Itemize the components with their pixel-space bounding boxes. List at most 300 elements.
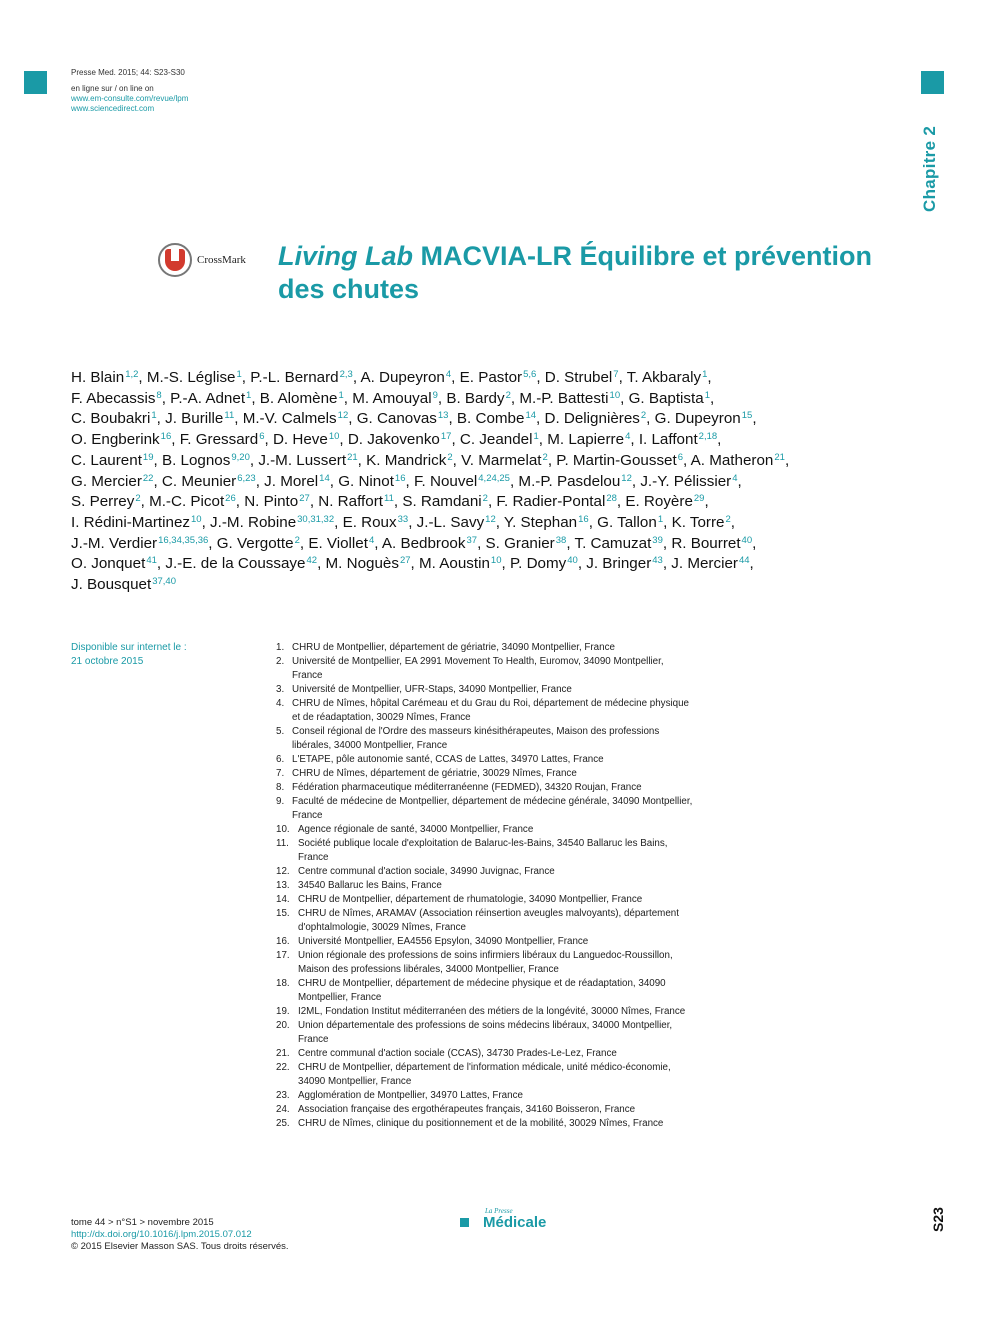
author bbox=[273, 431, 339, 448]
author bbox=[574, 535, 662, 552]
author-name: F. Radier-Pontal bbox=[496, 493, 606, 511]
author bbox=[149, 493, 236, 510]
author bbox=[71, 514, 202, 531]
author-name: B. Bardy bbox=[446, 389, 505, 407]
author-name: T. Camuzat bbox=[574, 534, 652, 552]
author bbox=[446, 390, 511, 407]
author-affiliation: 16 bbox=[394, 472, 406, 484]
author-name: R. Bourret bbox=[671, 534, 741, 552]
author-name: M. Aoustin bbox=[419, 555, 490, 573]
author bbox=[162, 452, 250, 469]
author-name: P. Domy bbox=[509, 555, 567, 573]
author bbox=[496, 493, 616, 510]
author bbox=[402, 493, 488, 510]
author bbox=[162, 473, 256, 490]
author-name: F. Gressard bbox=[179, 431, 259, 449]
author-name: D. Delignières bbox=[544, 410, 640, 428]
author-affiliation: 15 bbox=[741, 410, 753, 422]
author bbox=[71, 473, 153, 490]
author-affiliation: 9 bbox=[432, 389, 438, 401]
author bbox=[414, 473, 510, 490]
affiliation-item bbox=[276, 641, 696, 655]
affiliation-item bbox=[276, 1047, 696, 1061]
author-line: I. Rédini-Martinez$^{10}$, J.-M. Robine$^{30,31,32}$, E. Roux$^{33}$, J.-L. Savy$^{12}$, Y. Stephan$^{16}$, G. Tallon$^1$, K. Torre$^2$, bbox=[71, 513, 736, 531]
author bbox=[318, 493, 394, 510]
author bbox=[250, 369, 353, 386]
author-affiliation: 22 bbox=[142, 472, 154, 484]
affiliation-text: Agence régionale de santé, 34000 Montpellier, France bbox=[298, 824, 534, 835]
author bbox=[556, 452, 683, 469]
affiliation-item bbox=[276, 935, 696, 949]
page-number: S23 bbox=[930, 1207, 946, 1232]
author bbox=[597, 514, 663, 531]
author-name: A. Bedbrook bbox=[381, 534, 466, 552]
author bbox=[71, 431, 171, 448]
issue-info: tome 44 > n°S1 > novembre 2015 bbox=[71, 1217, 214, 1228]
chapter-label: Chapitre 2 bbox=[920, 125, 939, 212]
author-name: H. Blain bbox=[71, 369, 125, 386]
author-affiliation: 13 bbox=[437, 410, 449, 422]
link-em-consulte[interactable]: www.em-consulte.com/revue/lpm bbox=[71, 94, 189, 103]
affiliation-number: 8. bbox=[276, 782, 285, 793]
author-name: N. Pinto bbox=[244, 493, 299, 511]
affiliation-text: CHRU de Nîmes, ARAMAV (Association réinsertion aveugles malvoyants), département d'ophtalmologie, 30029 Nîmes, France bbox=[298, 908, 679, 933]
brand-big: Médicale bbox=[483, 1214, 547, 1231]
author-name: C. Meunier bbox=[161, 472, 237, 490]
crossmark-icon bbox=[158, 243, 192, 277]
affiliation-text: CHRU de Nîmes, clinique du positionnement et de la mobilité, 30029 Nîmes, France bbox=[298, 1118, 664, 1129]
author-affiliation: 4,24,25 bbox=[478, 472, 510, 484]
author-line bbox=[71, 575, 871, 596]
author bbox=[244, 493, 310, 510]
affiliation-text: Agglomération de Montpellier, 34970 Lattes, France bbox=[298, 1090, 523, 1101]
author-affiliation: 1 bbox=[246, 389, 252, 401]
affiliation-number: 25. bbox=[276, 1118, 290, 1129]
author-affiliation: 6 bbox=[677, 451, 684, 463]
affiliation-text: 34540 Ballaruc les Bains, France bbox=[298, 880, 442, 891]
author-line: C. Laurent$^{19}$, B. Lognos$^{9,20}$, J.-M. Lussert$^{21}$, K. Mandrick$^2$, V. Marmelat$^2$, P. Martin-Gousset$^6$, A. Matheron$^{21}$, bbox=[71, 451, 790, 469]
footer bbox=[71, 1217, 289, 1253]
author-line: J.-M. Verdier$^{16,34,35,36}$, G. Vergotte$^2$, E. Viollet$^4$, A. Bedbrook$^{37}$, S. Granier$^{38}$, T. Camuzat$^{39}$, R. Bourret$^{40}$, bbox=[71, 534, 757, 552]
doi-link[interactable]: http://dx.doi.org/10.1016/j.lpm.2015.07.012 bbox=[71, 1229, 252, 1240]
author-affiliation: 10 bbox=[490, 555, 502, 567]
author bbox=[627, 369, 708, 386]
title-rest: MACVIA-LR Équilibre et prévention bbox=[413, 241, 873, 271]
author-affiliation: 1 bbox=[533, 431, 539, 443]
author-name: B. Combe bbox=[456, 410, 525, 428]
author bbox=[460, 431, 539, 448]
affiliation-item bbox=[276, 1117, 696, 1131]
affiliation-text: Université de Montpellier, UFR-Staps, 34090 Montpellier, France bbox=[292, 684, 572, 695]
author bbox=[672, 514, 731, 531]
author-line: C. Boubakri$^1$, J. Burille$^{11}$, M.-V. Calmels$^{12}$, G. Canovas$^{13}$, B. Combe$^{14}$, D. Delignières$^2$, G. Dupeyron$^{15}$, bbox=[71, 410, 757, 428]
author-affiliation: 2,3 bbox=[339, 369, 353, 380]
author-affiliation: 29 bbox=[693, 493, 705, 505]
author-affiliation: 38 bbox=[555, 534, 567, 546]
affiliation-item bbox=[276, 767, 696, 781]
affiliation-item bbox=[276, 795, 696, 823]
author-name: B. Lognos bbox=[161, 451, 231, 469]
affiliation-item bbox=[276, 781, 696, 795]
author bbox=[460, 369, 537, 386]
affiliation-number: 1. bbox=[276, 642, 285, 653]
affiliation-item bbox=[276, 823, 696, 837]
author-affiliation: 1,2 bbox=[125, 369, 139, 380]
author bbox=[547, 431, 630, 448]
author-affiliation: 27 bbox=[299, 493, 310, 505]
author bbox=[217, 535, 300, 552]
availability bbox=[71, 641, 187, 669]
title-line2: des chutes bbox=[278, 274, 420, 304]
article-title bbox=[278, 240, 878, 306]
author bbox=[210, 514, 334, 531]
author-affiliation: 26 bbox=[225, 493, 236, 505]
affiliation-list bbox=[276, 641, 696, 1131]
author-name: S. Perrey bbox=[71, 493, 135, 511]
affiliation-number: 17. bbox=[276, 950, 290, 961]
author bbox=[382, 535, 477, 552]
affiliation-item bbox=[276, 697, 696, 725]
author-affiliation: 12 bbox=[485, 513, 496, 525]
author-affiliation: 16,34,35,36 bbox=[158, 534, 209, 546]
author-name: D. Jakovenko bbox=[347, 431, 440, 449]
author bbox=[544, 410, 646, 427]
affiliation-number: 20. bbox=[276, 1020, 290, 1031]
author-affiliation: 11 bbox=[224, 410, 235, 422]
author-affiliation: 6 bbox=[259, 431, 265, 443]
affiliation-number: 15. bbox=[276, 908, 290, 919]
author-affiliation: 14 bbox=[319, 472, 330, 484]
link-sciencedirect[interactable]: www.sciencedirect.com bbox=[71, 104, 155, 113]
affiliation-item bbox=[276, 683, 696, 697]
author-name: M. Amouyal bbox=[352, 389, 432, 407]
affiliation-number: 18. bbox=[276, 978, 290, 989]
author-name: G. Ninot bbox=[338, 472, 394, 490]
author-affiliation: 4 bbox=[732, 472, 738, 484]
author-affiliation: 1 bbox=[151, 410, 157, 422]
author-name: E. Viollet bbox=[308, 534, 368, 552]
affiliation-number: 21. bbox=[276, 1048, 290, 1059]
author-name: K. Torre bbox=[671, 513, 725, 531]
author-affiliation: 40 bbox=[741, 534, 753, 546]
author-affiliation: 10 bbox=[609, 389, 621, 401]
author-line: S. Perrey$^2$, M.-C. Picot$^{26}$, N. Pinto$^{27}$, N. Raffort$^{11}$, S. Ramdani$^2$, F. Radier-Pontal$^{28}$, E. Royère$^{29}$, bbox=[71, 493, 709, 511]
affiliation-item bbox=[276, 1005, 696, 1019]
affiliation-number: 5. bbox=[276, 726, 285, 737]
author-affiliation: 2 bbox=[482, 493, 488, 505]
affiliation-number: 2. bbox=[276, 656, 285, 667]
author-name: M.-P. Pasdelou bbox=[518, 472, 621, 490]
author-line: G. Mercier$^{22}$, C. Meunier$^{6,23}$, J. Morel$^{14}$, G. Ninot$^{16}$, F. Nouvel$^{4,24,25}$, M.-P. Pasdelou$^{12}$, J.-Y. Pélissier$^4$, bbox=[71, 472, 742, 490]
affiliation-number: 16. bbox=[276, 936, 290, 947]
affiliation-text: Union départementale des professions de soins médecins libéraux, 34000 Montpellier, France bbox=[298, 1020, 673, 1045]
author-affiliation: 12 bbox=[337, 410, 349, 422]
author-name: J.-M. Verdier bbox=[71, 534, 158, 552]
author bbox=[71, 369, 138, 386]
affiliation-text: Union régionale des professions de soins infirmiers libéraux du Languedoc-Roussillon, Maison des professions libérales, 34000 Montpellier, France bbox=[298, 950, 673, 975]
affiliation-number: 9. bbox=[276, 796, 285, 807]
affiliation-number: 6. bbox=[276, 754, 285, 765]
affiliation-number: 7. bbox=[276, 768, 285, 779]
affiliation-text: Conseil régional de l'Ordre des masseurs kinésithérapeutes, Maison des professions libérales, 34000 Montpellier, France bbox=[292, 726, 660, 751]
corner-square-left bbox=[24, 71, 47, 94]
author bbox=[629, 390, 710, 407]
copyright: © 2015 Elsevier Masson SAS. Tous droits réservés. bbox=[71, 1241, 289, 1252]
author bbox=[71, 576, 176, 593]
author-name: E. Pastor bbox=[459, 369, 523, 386]
affiliation-number: 19. bbox=[276, 1006, 290, 1017]
author-affiliation: 10 bbox=[328, 431, 340, 443]
affiliation-number: 3. bbox=[276, 684, 285, 695]
author-name: J. Bringer bbox=[586, 555, 652, 573]
author-affiliation: 19 bbox=[142, 451, 154, 463]
author bbox=[545, 369, 619, 386]
author bbox=[357, 410, 449, 427]
author-affiliation: 1 bbox=[338, 389, 344, 401]
author bbox=[510, 555, 578, 572]
author-name: J.-M. Lussert bbox=[258, 451, 347, 469]
author bbox=[71, 555, 157, 572]
author-name: V. Marmelat bbox=[461, 451, 542, 469]
journal-brand-logo bbox=[460, 1208, 546, 1230]
author bbox=[360, 369, 451, 386]
author-name: D. Strubel bbox=[544, 369, 613, 386]
author-name: G. Tallon bbox=[597, 513, 657, 531]
crossmark-badge[interactable] bbox=[158, 243, 246, 277]
author-affiliation: 40 bbox=[567, 555, 578, 567]
author-name: J.-L. Savy bbox=[416, 513, 485, 531]
author bbox=[71, 535, 208, 552]
author-name: C. Laurent bbox=[71, 451, 142, 469]
author-affiliation: 4 bbox=[625, 431, 631, 443]
author-affiliation: 33 bbox=[397, 513, 409, 525]
availability-date: 21 octobre 2015 bbox=[71, 656, 144, 667]
author-affiliation: 2 bbox=[294, 534, 300, 546]
author-affiliation: 44 bbox=[738, 555, 750, 567]
affiliation-item bbox=[276, 865, 696, 879]
affiliation-text: CHRU de Montpellier, département de rhumatologie, 34090 Montpellier, France bbox=[298, 894, 643, 905]
affiliation-number: 14. bbox=[276, 894, 290, 905]
author-affiliation: 1 bbox=[702, 369, 708, 380]
author-affiliation: 2 bbox=[542, 451, 548, 463]
author-affiliation: 1 bbox=[236, 369, 242, 380]
author-name: O. Engberink bbox=[71, 431, 160, 449]
author-name: G. Canovas bbox=[356, 410, 437, 428]
author bbox=[165, 410, 234, 427]
affiliation-number: 13. bbox=[276, 880, 290, 891]
author-line: O. Jonquet$^{41}$, J.-E. de la Coussaye$^{42}$, M. Noguès$^{27}$, M. Aoustin$^{10}$, P. Domy$^{40}$, J. Bringer$^{43}$, J. Mercier$^{44}$, bbox=[71, 555, 754, 573]
author-affiliation: 17 bbox=[440, 431, 452, 443]
author-name: K. Mandrick bbox=[366, 451, 447, 469]
author-name: Y. Stephan bbox=[503, 513, 578, 531]
author-affiliation: 7 bbox=[613, 369, 619, 380]
affiliation-text: Société publique locale d'exploitation de Balaruc-les-Bains, 34540 Ballaruc les Bains, France bbox=[298, 838, 668, 863]
author-name: I. Rédini-Martinez bbox=[71, 513, 191, 531]
author-name: P. Martin-Gousset bbox=[556, 451, 677, 469]
author-affiliation: 14 bbox=[525, 410, 537, 422]
author-affiliation: 27 bbox=[399, 555, 411, 567]
author-name: D. Heve bbox=[272, 431, 328, 449]
author-name: M. Noguès bbox=[325, 555, 399, 573]
affiliation-item bbox=[276, 1019, 696, 1047]
author bbox=[338, 473, 405, 490]
author-name: J. Morel bbox=[264, 472, 319, 490]
affiliation-item bbox=[276, 949, 696, 977]
author-name: A. Dupeyron bbox=[360, 369, 445, 386]
author bbox=[691, 452, 785, 469]
affiliation-item bbox=[276, 879, 696, 893]
author-affiliation: 2 bbox=[640, 410, 647, 422]
author-name: I. Laffont bbox=[638, 431, 698, 449]
affiliation-number: 10. bbox=[276, 824, 290, 835]
affiliation-item bbox=[276, 655, 696, 683]
author-name: B. Alomène bbox=[259, 389, 338, 407]
author bbox=[264, 473, 330, 490]
author-affiliation: 30,31,32 bbox=[297, 513, 335, 525]
author-name: F. Nouvel bbox=[413, 472, 478, 490]
author bbox=[326, 555, 411, 572]
author-affiliation: 2 bbox=[725, 513, 731, 525]
affiliation-item bbox=[276, 837, 696, 865]
author-affiliation: 2 bbox=[135, 493, 141, 505]
author bbox=[71, 390, 162, 407]
author-name: S. Ramdani bbox=[402, 493, 482, 511]
affiliation-text: CHRU de Nîmes, département de gériatrie, 30029 Nîmes, France bbox=[292, 768, 577, 779]
author bbox=[417, 514, 496, 531]
author-affiliation: 16 bbox=[578, 513, 589, 525]
author bbox=[165, 555, 317, 572]
affiliation-text: I2ML, Fondation Institut méditerranéen des métiers de la longévité, 30000 Nîmes, France bbox=[298, 1006, 686, 1017]
author-affiliation: 4 bbox=[445, 369, 452, 380]
author bbox=[71, 493, 141, 510]
author-affiliation: 10 bbox=[191, 513, 202, 525]
author bbox=[180, 431, 265, 448]
author-affiliation: 4 bbox=[368, 534, 375, 546]
affiliation-text: CHRU de Nîmes, hôpital Carémeau et du Grau du Roi, département de médecine physique et de réadaptation, 30029 Nîmes, France bbox=[292, 698, 689, 723]
author-name: C. Boubakri bbox=[71, 410, 151, 428]
author bbox=[640, 473, 737, 490]
affiliation-text: Université de Montpellier, EA 2991 Movement To Health, Euromov, 34090 Montpellier, France bbox=[292, 656, 664, 681]
affiliation-number: 24. bbox=[276, 1104, 290, 1115]
author bbox=[343, 514, 409, 531]
availability-label: Disponible sur internet le : bbox=[71, 642, 187, 653]
author-name: S. Granier bbox=[485, 534, 555, 552]
author bbox=[243, 410, 349, 427]
author bbox=[639, 431, 717, 448]
author bbox=[518, 473, 631, 490]
journal-ref: Presse Med. 2015; 44: S23-S30 bbox=[71, 68, 185, 77]
corner-square-right bbox=[921, 71, 944, 94]
author bbox=[419, 555, 502, 572]
author-name: M. Lapierre bbox=[547, 431, 625, 449]
author bbox=[519, 390, 620, 407]
author-name: A. Matheron bbox=[690, 451, 774, 469]
author bbox=[71, 410, 157, 427]
affiliation-text: Centre communal d'action sociale, 34990 Juvignac, France bbox=[298, 866, 555, 877]
affiliation-text: CHRU de Montpellier, département de gériatrie, 34090 Montpellier, France bbox=[292, 642, 615, 653]
author bbox=[71, 452, 154, 469]
affiliation-item bbox=[276, 725, 696, 753]
author-name: G. Baptista bbox=[628, 389, 704, 407]
author-name: M.-C. Picot bbox=[149, 493, 225, 511]
affiliation-text: Faculté de médecine de Montpellier, département de médecine générale, 34090 Montpellier, France bbox=[292, 796, 693, 821]
author-name: J.-Y. Pélissier bbox=[640, 472, 732, 490]
author-affiliation: 37,40 bbox=[152, 576, 176, 588]
author bbox=[348, 431, 452, 448]
author-name: P.-A. Adnet bbox=[170, 389, 246, 407]
author bbox=[461, 452, 548, 469]
affiliation-text: Association française des ergothérapeutes français, 34160 Boisseron, France bbox=[298, 1104, 636, 1115]
author-affiliation: 43 bbox=[652, 555, 663, 567]
author-affiliation: 42 bbox=[306, 555, 318, 567]
affiliation-item bbox=[276, 893, 696, 907]
author-name: J. Mercier bbox=[671, 555, 738, 573]
author bbox=[366, 452, 452, 469]
author-name: G. Mercier bbox=[71, 472, 142, 490]
author-name: J. Burille bbox=[165, 410, 224, 428]
author-affiliation: 1 bbox=[657, 513, 664, 525]
affiliation-number: 22. bbox=[276, 1062, 290, 1073]
author-affiliation: 16 bbox=[160, 431, 172, 443]
author bbox=[586, 555, 663, 572]
author-affiliation: 11 bbox=[383, 493, 394, 505]
author-affiliation: 21 bbox=[774, 451, 785, 463]
author-name: E. Royère bbox=[625, 493, 693, 511]
affiliation-item bbox=[276, 907, 696, 935]
author-name: M.-P. Battesti bbox=[519, 389, 609, 407]
author-affiliation: 12 bbox=[621, 472, 632, 484]
author-line: H. Blain$^{1,2}$, M.-S. Léglise$^1$, P.-L. Bernard$^{2,3}$, A. Dupeyron$^4$, E. Pastor$^{5,6}$, D. Strubel$^7$, T. Akbaraly$^1$, bbox=[71, 369, 712, 386]
affiliation-number: 4. bbox=[276, 698, 285, 709]
author-affiliation: 37 bbox=[466, 534, 478, 546]
affiliation-item bbox=[276, 1089, 696, 1103]
author bbox=[671, 555, 749, 572]
author-affiliation: 2,18 bbox=[698, 431, 718, 443]
author-name: G. Vergotte bbox=[216, 534, 294, 552]
brand-small: La Presse bbox=[485, 1207, 513, 1215]
author-affiliation: 2 bbox=[447, 451, 453, 463]
author-affiliation: 8 bbox=[156, 389, 162, 401]
author bbox=[170, 390, 251, 407]
author-affiliation: 39 bbox=[652, 534, 663, 546]
author-name: J.-M. Robine bbox=[210, 513, 297, 531]
author bbox=[486, 535, 567, 552]
author-affiliation: 41 bbox=[146, 555, 157, 567]
author-affiliation: 28 bbox=[606, 493, 617, 505]
affiliation-text: CHRU de Montpellier, département de médecine physique et de réadaptation, 34090 Montpellier, France bbox=[298, 978, 666, 1003]
author bbox=[308, 535, 374, 552]
author-name: M.-S. Léglise bbox=[146, 369, 236, 386]
author-name: C. Jeandel bbox=[459, 431, 533, 449]
brand-square-icon bbox=[460, 1218, 469, 1227]
author-affiliation: 2 bbox=[505, 389, 511, 401]
header-meta bbox=[71, 68, 188, 114]
affiliation-item bbox=[276, 977, 696, 1005]
author-name: N. Raffort bbox=[318, 493, 383, 511]
affiliation-text: CHRU de Montpellier, département de l'information médicale, unité médico-économie, 34090 Montpellier, France bbox=[298, 1062, 671, 1087]
author-line: F. Abecassis$^8$, P.-A. Adnet$^1$, B. Alomène$^1$, M. Amouyal$^9$, B. Bardy$^2$, M.-P. Battesti$^{10}$, G. Baptista$^1$, bbox=[71, 389, 715, 407]
author-list bbox=[71, 368, 871, 596]
author-affiliation: 6,23 bbox=[237, 472, 256, 484]
author-name: J. Bousquet bbox=[71, 576, 152, 594]
author bbox=[147, 369, 242, 386]
author-name: J.-E. de la Coussaye bbox=[165, 555, 306, 573]
affiliation-item bbox=[276, 1103, 696, 1117]
author-name: E. Roux bbox=[342, 513, 397, 531]
author bbox=[260, 390, 344, 407]
affiliation-number: 23. bbox=[276, 1090, 290, 1101]
affiliation-item bbox=[276, 753, 696, 767]
